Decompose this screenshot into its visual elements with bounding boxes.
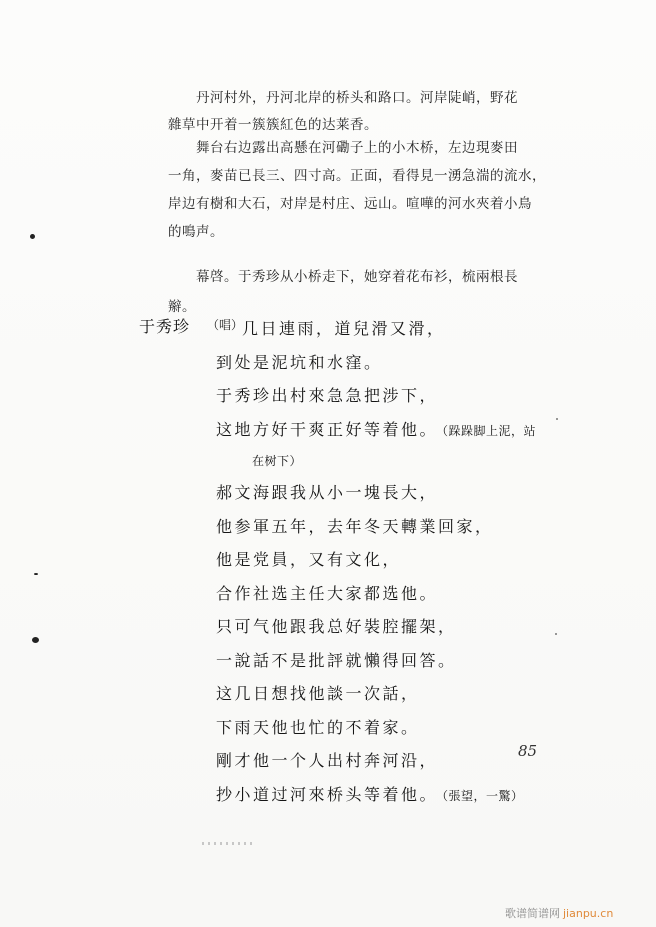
verse-line: 这地方好干爽正好等着他。 （跺跺脚上泥，站: [216, 419, 537, 439]
stage-aside-continued: 在树下）: [252, 454, 303, 468]
verse-line: 他参軍五年，去年冬天轉業回家，: [216, 516, 494, 536]
scan-speck: [30, 234, 35, 239]
stage-line: 雜草中开着一簇簇紅色的达莱香。: [168, 117, 378, 133]
sung-verse: [216, 312, 537, 811]
scan-speck: [34, 573, 38, 575]
verse-line: 一說話不是批評就懶得回答。: [216, 650, 457, 670]
stage-direction-scenery: [168, 134, 568, 246]
stage-line: 丹河村外，丹河北岸的桥头和路口。河岸陡峭，野花: [196, 90, 518, 106]
verse-line: 于秀珍出村來急急把涉下，: [216, 386, 439, 405]
sing-tag: （唱）: [207, 318, 244, 332]
verse-line: 这几日想找他談一次話，: [216, 684, 420, 703]
verse-line: 他是党員，又有文化，: [216, 550, 402, 569]
scan-speck: [556, 418, 558, 420]
stage-line: 岸边有樹和大石，对岸是村庄、远山。喧嘩的河水夾着小鳥: [168, 196, 532, 212]
verse-line: 郝文海跟我从小一塊長大，: [216, 483, 439, 502]
stage-line: 舞台右边露出高懸在河磡子上的小木桥，左边現麥田: [196, 140, 518, 156]
verse-line: 到处是泥坑和水窪。: [216, 352, 383, 372]
verse-line: 合作社选主任大家都选他。: [216, 583, 439, 603]
stage-line: 一角，麥苗已長三、四寸高。正面，看得見一湧急湍的流水，: [168, 168, 546, 184]
verse-line: 抄小道过河來桥头等着他。 （張望，一驚）: [216, 784, 524, 804]
watermark-url: jianpu.cn: [563, 907, 614, 920]
stage-line: 幕啓。于秀珍从小桥走下，她穿着花布衫，梳兩根長: [196, 269, 518, 285]
verse-line: 几日連雨，道兒滑又滑，: [242, 319, 446, 338]
watermark: [505, 905, 613, 921]
stage-aside: （跺跺脚上泥，站: [442, 423, 537, 438]
stage-line: 辮。: [168, 299, 196, 315]
scan-speck: [555, 633, 557, 635]
scan-artifact: [202, 842, 252, 845]
verse-line: 剛才他一个人出村奔河沿，: [216, 751, 439, 770]
speaker-name: 于秀珍: [139, 317, 191, 336]
stage-line: 的鳴声。: [168, 224, 224, 240]
page-number: 85: [518, 742, 538, 760]
stage-aside: （張望，一驚）: [442, 788, 524, 803]
verse-line: 下雨天他也忙的不着家。: [216, 717, 420, 737]
scan-speck: [32, 637, 39, 643]
verse-line: 只可气他跟我总好裝腔擺架，: [216, 617, 457, 636]
stage-direction-setting: [168, 85, 568, 139]
watermark-site-name: 歌谱简谱网: [505, 907, 560, 920]
